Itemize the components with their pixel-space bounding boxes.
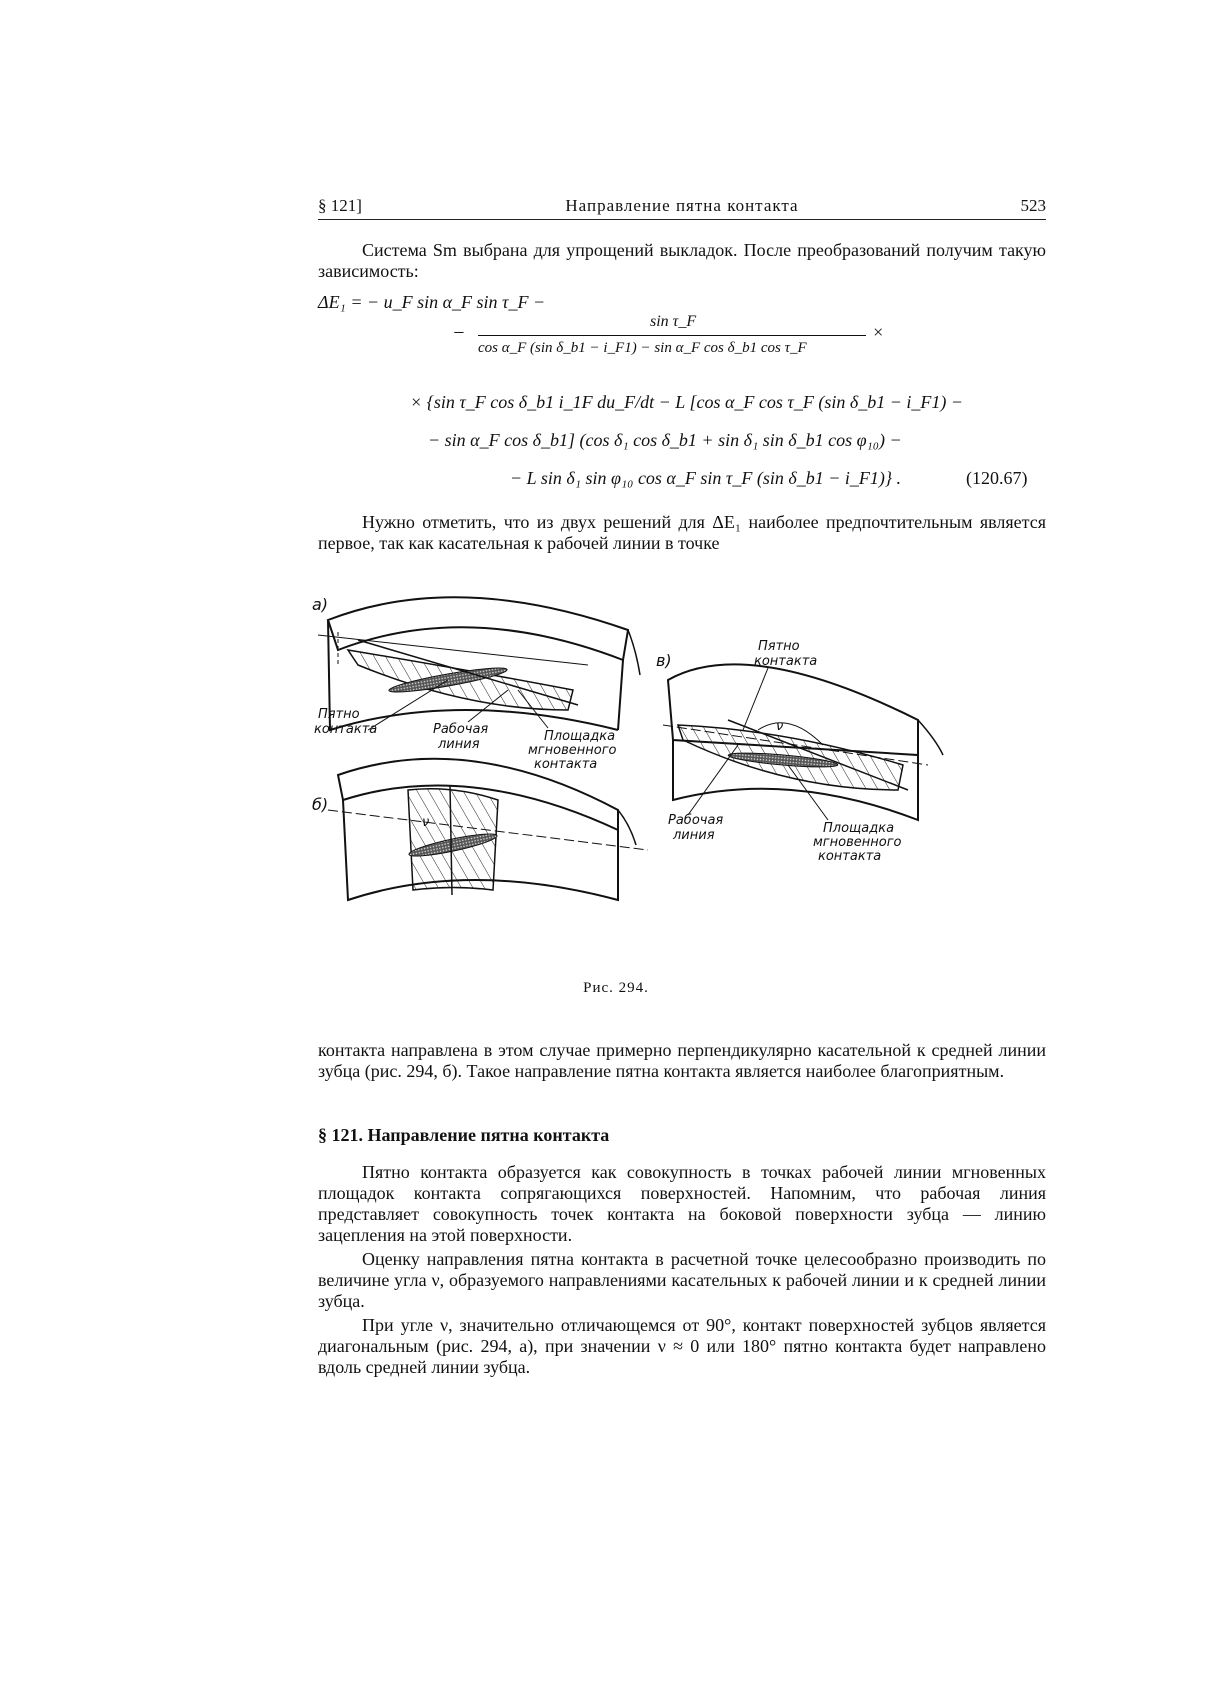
b-nu: ν [422,815,430,830]
diagram-a [318,597,640,730]
equation-number: (120.67) [966,468,1028,488]
header-section-ref: § 121] [318,196,362,215]
formula-denominator: cos α_F (sin δ_b1 − i_F1) − sin α_F cos δ_b1 cos τ_F [478,340,807,356]
label-b: б) [312,795,329,814]
section-title: § 121. Направление пятна контакта [318,1125,610,1145]
formula-line-4: − sin α_F cos δ_b1] (cos δ₁ cos δ_b1 + sin δ₁ sin δ_b1 cos φ₁₀) − [428,430,902,450]
v-contact-spot-2: контакта [754,654,818,669]
figure-caption: Рис. 294. [583,980,649,996]
formula-line-1: ΔE₁ = − u_F sin α_F sin τ_F − [318,292,546,312]
v-instant-area-2: мгновенного [813,835,902,850]
paragraph-continue: контакта направлена в этом случае примерно перпендикулярно касательной к средней линии зубца (рис. 294, б). Такое направление пятна контакта является наиболее благоприятным. [318,1040,1046,1081]
a-contact-spot-1: Пятно [318,707,360,722]
v-contact-spot-1: Пятно [758,639,800,654]
a-working-line-2: линия [438,737,480,752]
section-paragraph-1: Пятно контакта образуется как совокупность в точках рабочей линии мгновенных площадок контакта сопрягающихся поверхностей. Напомним, что рабочая линия представляет совокупность точек контакта на боковой поверхности зубца — линию зацепления на этой поверхности. [318,1162,1046,1245]
section-paragraph-3: При угле ν, значительно отличающемся от 90°, контакт поверхностей зубцов является диагональным (рис. 294, а), при значении ν ≈ 0 или 180° пятно контакта будет направлено вдоль средней линии зубца. [318,1315,1046,1377]
formula-line-5: − L sin δ₁ sin φ₁₀ cos α_F sin τ_F (sin δ_b1 − i_F1)} . [510,468,902,488]
v-instant-area-1: Площадка [823,821,895,836]
formula-line-3: × {sin τ_F cos δ_b1 i_1F du_F/dt − L [cos α_F cos τ_F (sin δ_b1 − i_F1) − [410,392,963,412]
page-number: 523 [1020,196,1046,215]
header-title: Направление пятна контакта [565,196,799,215]
label-a: а) [312,595,329,614]
fraction-bar [478,335,866,336]
intro-paragraph: Система Sm выбрана для упрощений выкладок. После преобразований получим такую зависимость: [318,240,1046,281]
label-v: в) [656,651,672,670]
formula-minus: − [452,322,466,344]
v-working-line-1: Рабочая [668,813,724,828]
a-contact-spot-2: контакта [314,722,378,737]
a-instant-area-1: Площадка [544,729,616,744]
formula-times: × [872,322,885,342]
a-instant-area-2: мгновенного [528,743,617,758]
paragraph-after-formula: Нужно отметить, что из двух решений для ΔE₁ наиболее предпочтительным является первое, так как касательная к рабочей линии в точке [318,512,1046,553]
figure-294 [312,580,1058,960]
v-nu: ν [776,719,784,734]
v-working-line-2: линия [673,828,715,843]
v-instant-area-3: контакта [818,849,882,864]
diagram-b [328,759,648,900]
a-instant-area-3: контакта [534,757,598,772]
formula-numerator: sin τ_F [650,313,697,330]
header-rule [318,219,1046,220]
diagram-v [663,664,943,820]
section-paragraph-2: Оценку направления пятна контакта в расчетной точке целесообразно производить по величине угла ν, образуемого направлениями касательных к рабочей линии и к средней линии зубца. [318,1249,1046,1311]
gear-tooth-diagrams [312,580,1058,960]
a-working-line-1: Рабочая [433,722,489,737]
running-header [318,194,1046,220]
